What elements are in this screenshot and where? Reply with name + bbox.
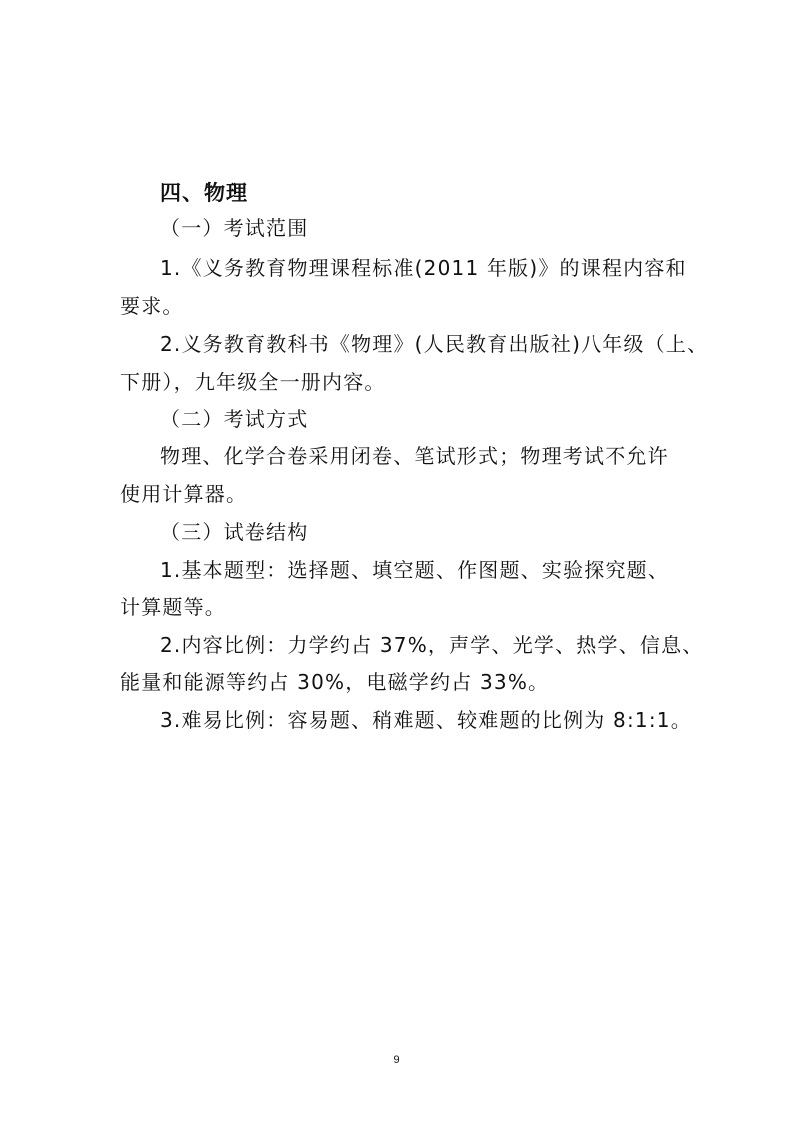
subsection-heading-exam-method: （二）考试方式 bbox=[160, 407, 309, 431]
paragraph-line: 物理、化学合卷采用闭卷、笔试形式；物理考试不允许 bbox=[160, 444, 669, 468]
paragraph-line: 使用计算器。 bbox=[120, 482, 248, 506]
paragraph-line: 计算题等。 bbox=[120, 595, 226, 619]
paragraph-line: 能量和能源等约占 30%，电磁学约占 33%。 bbox=[120, 670, 550, 694]
paragraph-line: 下册），九年级全一册内容。 bbox=[120, 370, 386, 394]
paragraph-line: 2.内容比例：力学约占 37%，声学、光学、热学、信息、 bbox=[160, 633, 704, 657]
page-number: 9 bbox=[393, 1054, 400, 1066]
paragraph-line: 1.《义务教育物理课程标准(2011 年版)》的课程内容和 bbox=[160, 256, 687, 280]
paragraph-line: 要求。 bbox=[120, 294, 184, 318]
section-title: 四、物理 bbox=[160, 181, 248, 205]
subsection-heading-paper-structure: （三）试卷结构 bbox=[160, 520, 309, 544]
paragraph-line: 3.难易比例：容易题、稍难题、较难题的比例为 8:1:1。 bbox=[160, 708, 692, 732]
paragraph-line: 2.义务教育教科书《物理》(人民教育出版社)八年级（上、 bbox=[160, 332, 709, 356]
paragraph-line: 1.基本题型：选择题、填空题、作图题、实验探究题、 bbox=[160, 558, 670, 582]
subsection-heading-exam-scope: （一）考试范围 bbox=[160, 216, 309, 240]
